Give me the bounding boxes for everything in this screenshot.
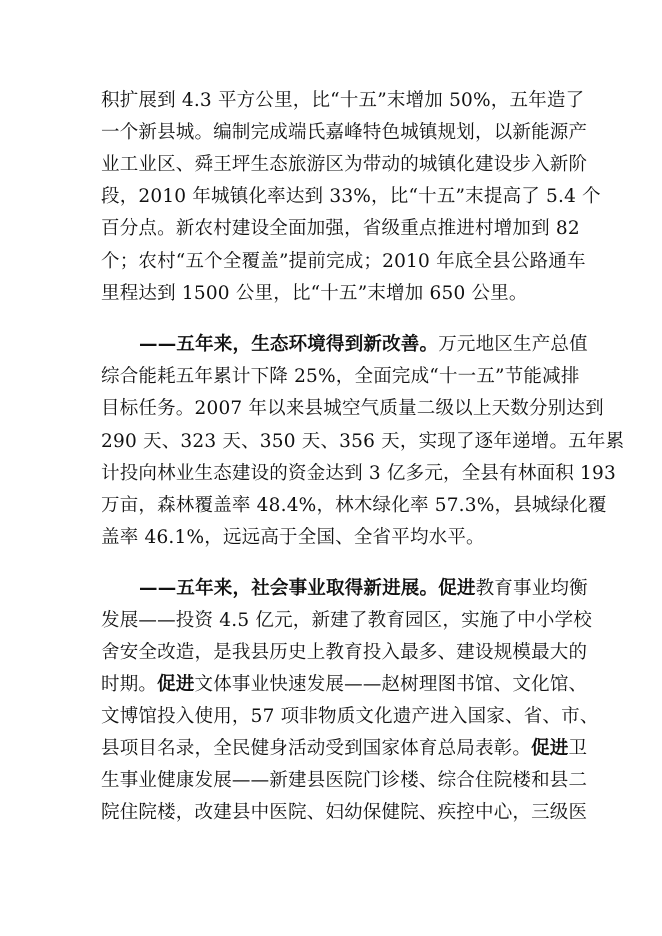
text-line: 综合能耗五年累计下降 25%，全面完成“十一五”节能减排 — [101, 366, 580, 387]
text-line: 个；农村“五个全覆盖”提前完成；2010 年底全县公路通车 — [101, 251, 586, 272]
promote-keyword: 促进 — [531, 738, 569, 759]
paragraph-first-line — [139, 330, 588, 360]
text-line: 积扩展到 4.3 平方公里，比“十五”末增加 50%，五年造了 — [101, 90, 585, 111]
text-span: 卫 — [568, 738, 588, 759]
text-line: 舍安全改造，是我县历史上教育投入最多、建设规模最大的 — [101, 642, 588, 663]
text-span: 教育事业均衡 — [475, 578, 588, 599]
section-heading-social: ——五年来，社会事业取得新进展。 — [139, 578, 439, 599]
text-line: 万亩，森林覆盖率 48.4%，林木绿化率 57.3%，县城绿化覆 — [101, 495, 607, 516]
text-line: 生事业健康发展——新建县医院门诊楼、综合住院楼和县二 — [101, 770, 588, 791]
text-line: 里程达到 1500 公里，比“十五”末增加 650 公里。 — [101, 283, 528, 304]
text-line: 百分点。新农村建设全面加强，省级重点推进村增加到 82 — [101, 218, 580, 239]
text-span: 万元地区生产总值 — [438, 334, 588, 355]
text-span: 时期。 — [101, 674, 158, 695]
text-line: 290 天、323 天、350 天、356 天，实现了逐年递增。五年累 — [101, 431, 625, 452]
text-line: 目标任务。2007 年以来县城空气质量二级以上天数分别达到 — [101, 398, 604, 419]
text-line — [101, 734, 588, 764]
promote-keyword: 促进 — [157, 674, 195, 695]
text-line: 计投向林业生态建设的资金达到 3 亿多元，全县有林面积 193 — [101, 463, 616, 484]
text-line: 盖率 46.1%，远远高于全国、全省平均水平。 — [101, 527, 485, 548]
section-heading-ecology: ——五年来，生态环境得到新改善。 — [139, 334, 439, 355]
text-line: 一个新县城。编制完成端氏嘉峰特色城镇规划，以新能源产 — [101, 122, 588, 143]
text-line: 院住院楼，改建县中医院、妇幼保健院、疾控中心，三级医 — [101, 802, 588, 823]
text-line: 段，2010 年城镇化率达到 33%，比“十五”末提高了 5.4 个 — [101, 186, 601, 207]
text-line: 发展——投资 4.5 亿元，新建了教育园区，实施了中小学校 — [101, 610, 592, 631]
text-line: 文博馆投入使用，57 项非物质文化遗产进入国家、省、市、 — [101, 706, 599, 727]
paragraph-first-line — [139, 574, 588, 604]
text-line: 业工业区、舜王坪生态旅游区为带动的城镇化建设步入新阶 — [101, 154, 588, 175]
promote-keyword: 促进 — [438, 578, 476, 599]
text-span: 县项目名录，全民健身活动受到国家体育总局表彰。 — [101, 738, 532, 759]
text-line — [101, 670, 588, 700]
text-span: 文体事业快速发展——赵树理图书馆、文化馆、 — [194, 674, 588, 695]
